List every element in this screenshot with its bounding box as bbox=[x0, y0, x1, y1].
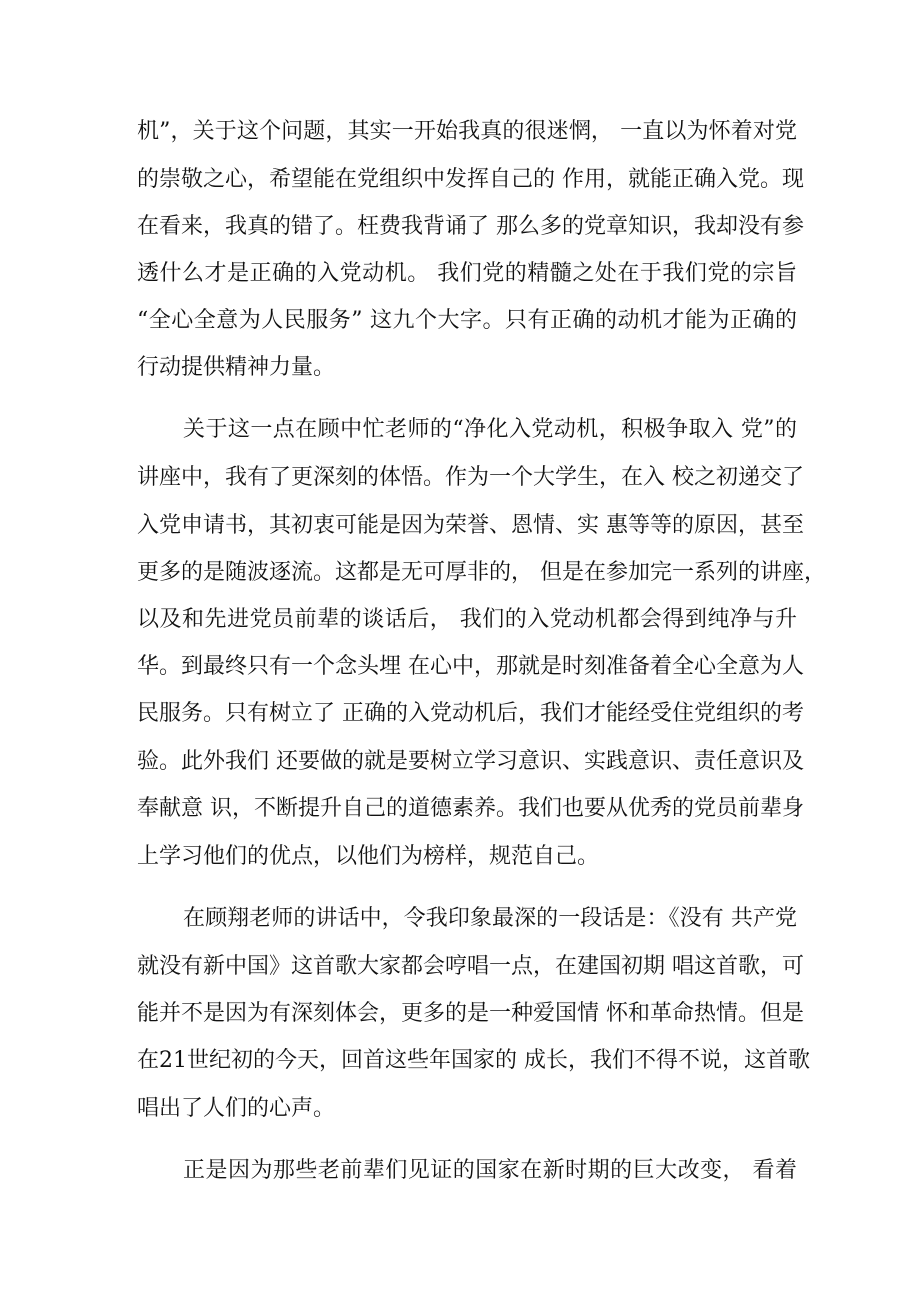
text-line: 正是因为那些老前辈们见证的国家在新时期的巨大改变， 看着 bbox=[183, 1158, 797, 1183]
text-line: 在21世纪初的今天，回首这些年国家的 成长，我们不得不说，这首歌 bbox=[137, 1048, 810, 1073]
text-line: 民服务。只有树立了 正确的入党动机后，我们才能经受住党组织的考 bbox=[137, 701, 804, 726]
text-line: 机”，关于这个问题，其实一开始我真的很迷惘， 一直以为怀着对党 bbox=[137, 119, 797, 144]
text-line: 透什么才是正确的入党动机。 我们党的精髓之处在于我们党的宗旨 bbox=[137, 261, 797, 286]
text-line: 唱出了人们的心声。 bbox=[137, 1096, 336, 1121]
text-line: 关于这一点在顾中忙老师的“净化入党动机，积极争取入 党”的 bbox=[183, 417, 797, 442]
text-line: 奉献意 识，不断提升自己的道德素养。我们也要从优秀的党员前辈身 bbox=[137, 796, 804, 821]
text-line: 的崇敬之心，希望能在党组织中发挥自己的 作用，就能正确入党。现 bbox=[137, 167, 804, 192]
text-line: 就没有新中国》这首歌大家都会哼唱一点，在建国初期 唱这首歌，可 bbox=[137, 954, 804, 979]
text-line: 更多的是随波逐流。这都是无可厚非的， 但是在参加完一系列的讲座， bbox=[137, 560, 826, 585]
text-line: 在看来，我真的错了。枉费我背诵了 那么多的党章知识，我却没有参 bbox=[137, 214, 804, 239]
text-line: 在顾翔老师的讲话中，令我印象最深的一段话是：《没有 共产党 bbox=[183, 906, 797, 931]
text-line: 入党申请书，其初衷可能是因为荣誉、恩情、实 惠等等的原因，甚至 bbox=[137, 513, 804, 538]
text-line: 验。此外我们 还要做的就是要树立学习意识、实践意识、责任意识及 bbox=[137, 749, 804, 774]
text-line: 行动提供精神力量。 bbox=[137, 355, 336, 380]
text-line: 华。到最终只有一个念头埋 在心中，那就是时刻准备着全心全意为人 bbox=[137, 654, 804, 679]
text-line: 讲座中，我有了更深刻的体悟。作为一个大学生，在入 校之初递交了 bbox=[137, 465, 804, 490]
text-line: 上学习他们的优点，以他们为榜样，规范自己。 bbox=[137, 844, 600, 869]
text-line: 以及和先进党员前辈的谈话后， 我们的入党动机都会得到纯净与升 bbox=[137, 607, 797, 632]
text-line: 能并不是因为有深刻体会，更多的是一种爱国情 怀和革命热情。但是 bbox=[137, 1001, 804, 1026]
text-line: “全心全意为人民服务” 这九个大字。只有正确的动机才能为正确的 bbox=[137, 308, 797, 333]
